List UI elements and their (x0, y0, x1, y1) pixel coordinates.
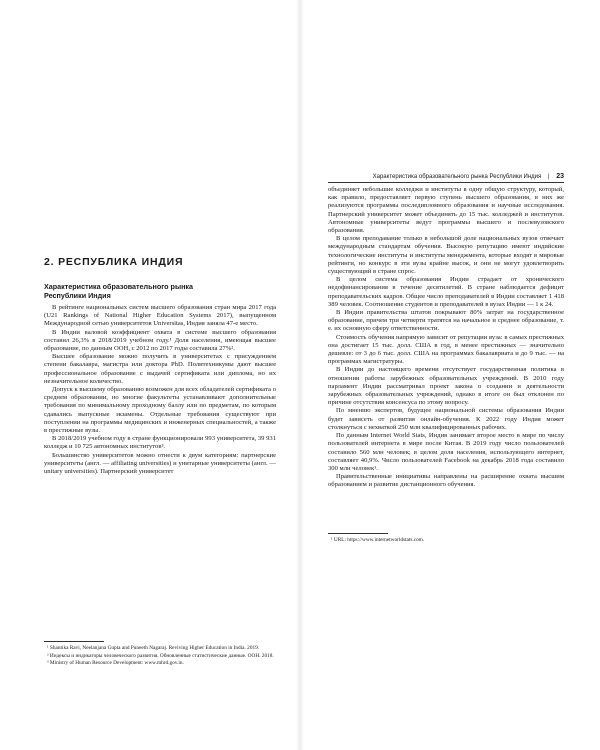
footnote: ¹ URL: https://www.internetworldstats.com. (331, 537, 425, 543)
right-paragraph: Правительственные инициативы направлены на расширение охвата высшим образованием и развитие дистанционного обучения. (328, 473, 564, 489)
subsection-title-line-1: Характеристика образовательного рынка (44, 282, 194, 291)
right-paragraph: В целом преподавание только в небольшой доле национальных вузов отвечает международным стандартам обучения. Высокую репутацию имеют индийские технологические институты и институты менеджмента, которые входят в мировые рейтинги, но конкурс в эти вузы крайне высок, и они не могут удовлетворить существующий в стране спрос. (328, 235, 564, 276)
subsection-title-line-2: Республики Индия (44, 291, 111, 300)
footnote: ³ Ministry of Human Resource Development: www.mhrd.gov.in. (47, 660, 184, 667)
right-paragraph: Стоимость обучения напрямую зависит от репутации вуза: в самых престижных она достигает 15 тыс. долл. США в год, в менее престижных — значительно дешевле: от 3 до 6 тыс. долл. США на программах бакалавриата и до 9 тыс. — на программах магистратуры. (328, 333, 564, 366)
right-paragraph: В Индии правительства штатов покрывают 80% затрат на государственное образование, причем три четверти тратятся на начальное и среднее образование, т. е. их основную сферу ответственности. (328, 309, 564, 333)
running-head-separator: | (547, 174, 550, 180)
running-head-title: Характеристика образовательного рынка Республики Индия (372, 174, 542, 180)
left-paragraph: В 2018/2019 учебном году в стране функционировали 993 университета, 39 931 колледж и 10 725 автономных институтов³. (44, 435, 276, 451)
footnote-rule (328, 533, 388, 534)
right-footnotes (328, 533, 564, 545)
footnote-rule (44, 641, 104, 642)
left-footnotes (44, 641, 276, 668)
right-paragraph: объединяет небольшие колледжи и институты в одну общую структуру, который, как правило, предоставляет первую ступень высшего образования, в них же реализуются программы последипломного образования и научные исследования. Партнерский университет может объединять до 15 тыс. колледжей и институтов. Автономные университеты ведут программы высшего и послевузовского образования. (328, 186, 564, 235)
right-paragraph: По данным Internet World Stats, Индия занимает второе место в мире по числу пользователей интернета в мире после Китая. В 2019 году число пользователей составило 560 млн человек; в целом доля населения, использующего интернет, составляет 40,9%. Число пользователей Facebook на декабрь 2018 года составило 300 млн человек¹. (328, 432, 564, 472)
left-text-column (44, 282, 276, 476)
left-paragraph: Большинство университетов можно отнести к двум категориям: партнерские университеты (англ. — affiliating universities) и унитарные университеты (англ. — unitary universities). Партнерский университет (44, 451, 276, 476)
section-title: 2. РЕСПУБЛИКА ИНДИЯ (44, 256, 184, 268)
footnote: ² Индексы и индикаторы человеческого развития. Обновленные статистические данные. ООН. 2018. (47, 652, 274, 659)
right-paragraph: В целом система образования Индии страдает от хронического недофинансирования в течение десятилетий. В стране наблюдается дефицит преподавательских кадров. Общее число преподавателей в Индии составляет 1 418 389 человек. Соотношение студентов и преподавателей в вузах Индии — 1 к 24. (328, 276, 564, 308)
page-number: 23 (556, 173, 564, 180)
right-paragraph: По мнению экспертов, будущее национальной системы образования Индии будет зависеть от развития онлайн-обучения. К 2022 году Индия может столкнуться с нехваткой 250 млн квалифицированных рабочих. (328, 407, 564, 431)
subsection-title (44, 282, 276, 300)
right-paragraph: В Индии до настоящего времени отсутствует государственная политика в отношении работы зарубежных образовательных учреждений. В 2010 году парламент Индии рассматривал проект закона о создании и деятельности зарубежных образовательных учреждений, однако в итоге он был отклонен по причине отсутствия консенсуса по этому вопросу. (328, 366, 564, 407)
left-paragraph: В рейтинге национальных систем высшего образования стран мира 2017 года (U21 Rankings of National Higher Education Systems 2017), выпущенном Международной сетью университетов Universitas, Индия заняла 47-е место. (44, 304, 276, 328)
left-paragraph: Высшее образование можно получить в университетах с присуждением степени бакалавра, магистра или доктора PhD. Политехникумы дают высшее профессиональное образование с выдачей сертификата или диплома, но их незначительное количество. (44, 353, 276, 385)
footnote: ¹ Shantika Ravi, Neelanjana Gupta and Puneeth Nagaraj. Reviving Higher Education in India. 2019. (47, 645, 260, 651)
left-paragraph: В Индии валовой коэффициент охвата в системе высшего образования составил 26,3% в 2018/2019 учебном году.¹ Доля населения, имеющая высшее образование, по данным ООН, с 2012 по 2017 годы составила 27%². (44, 328, 276, 353)
book-gutter (296, 0, 304, 750)
right-text-column (328, 186, 564, 490)
running-head (328, 173, 564, 183)
left-paragraph: Допуск к высшему образованию возможен для всех обладателей сертификата о среднем образовании, но многие факультеты устанавливают дополнительные требования по минимальному проходному баллу или по предметам, по которым сдавались выпускные экзамены. Отдельные требования существуют при поступлении на программы медицинских и инженерных специальностей, а также в престижные вузы. (44, 386, 276, 435)
